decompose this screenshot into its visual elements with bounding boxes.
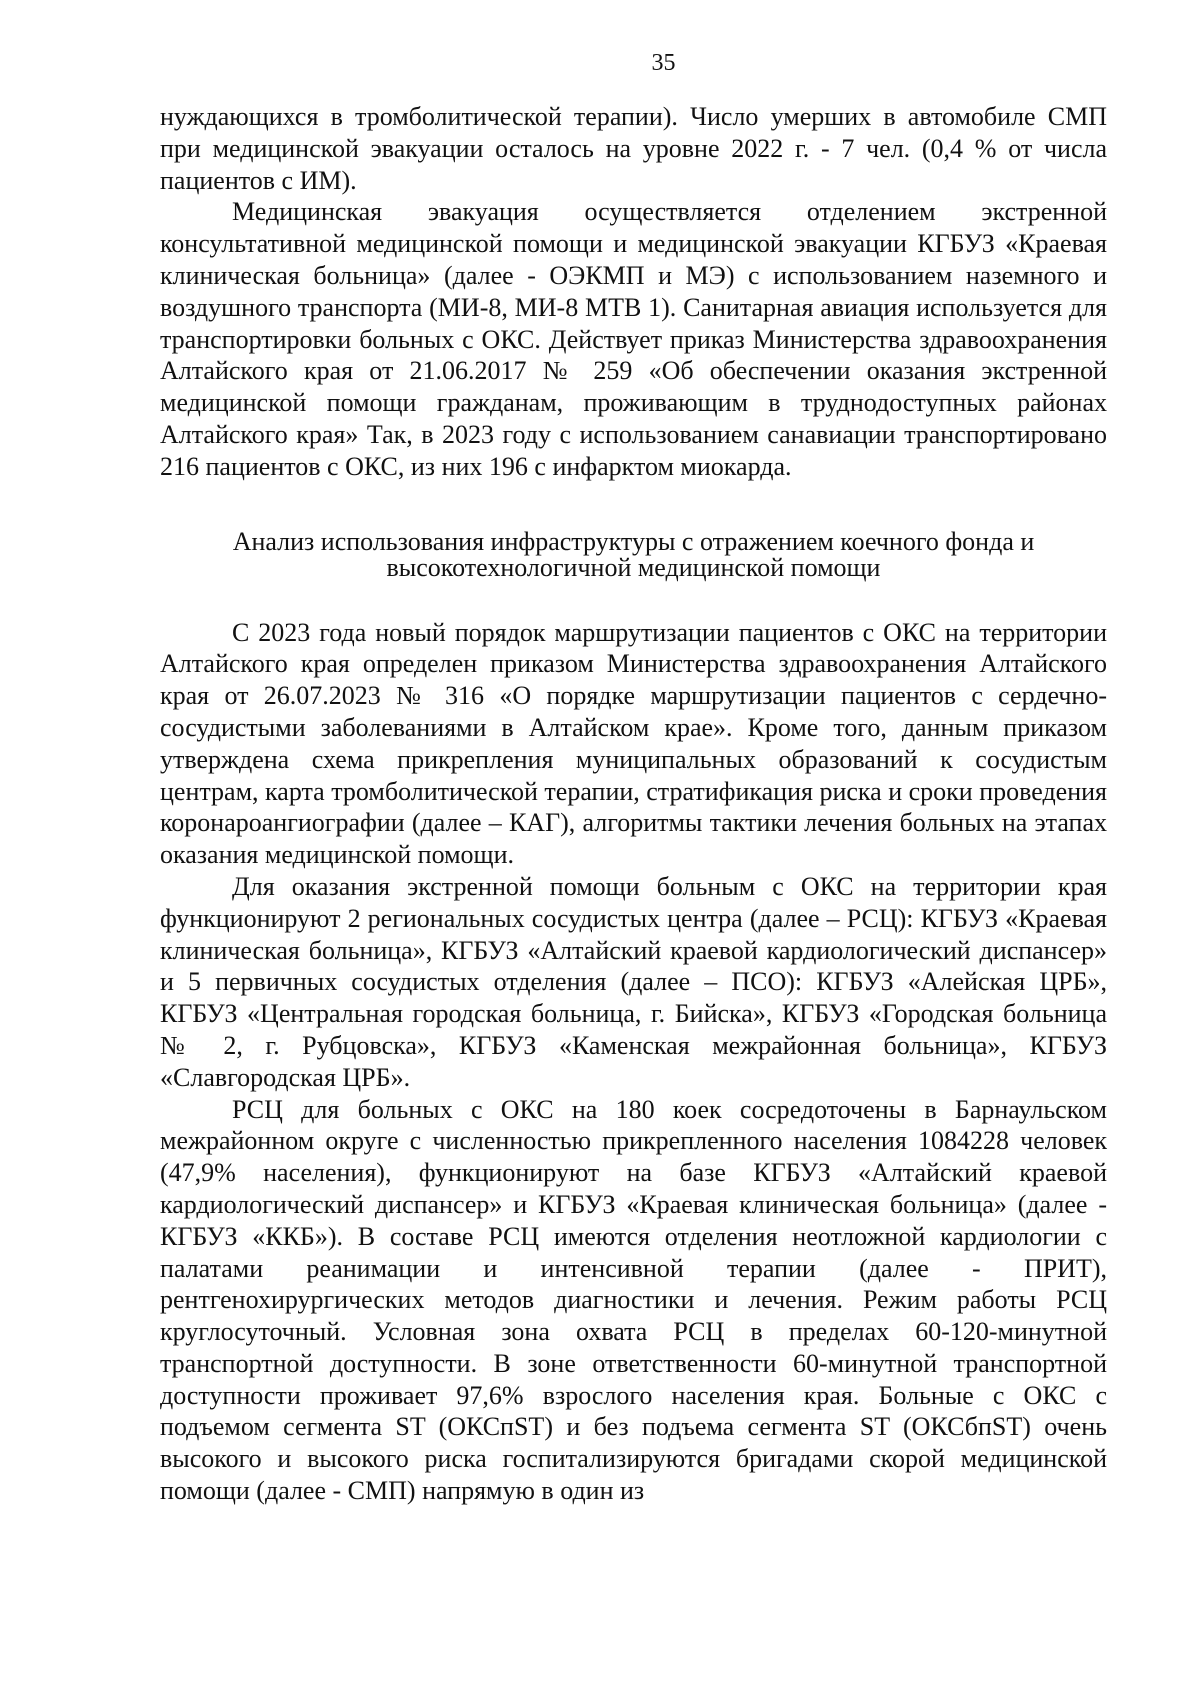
paragraph-rsc-capacity: РСЦ для больных с ОКС на 180 коек сосредоточены в Барнаульском межрайонном округе с численностью прикрепленного населения 1084228 человек (47,9% населения), функционируют на базе КГБУЗ «Алтайский краевой кардиологический диспансер» и КГБУЗ «Краевая клиническая больница» (далее - КГБУЗ «ККБ»). В составе РСЦ имеются отделения неотложной кардиологии с палатами реанимации и интенсивной терапии (далее - ПРИТ), рентгенохирургических методов диагностики и лечения. Режим работы РСЦ круглосуточный. Условная зона охвата РСЦ в пределах 60-120-минутной транспортной доступности. В зоне ответственности 60-минутной транспортной доступности проживает 97,6% взрослого населения края. Больные с ОКС с подъемом сегмента ST (ОКСпST) и без подъема сегмента ST (ОКСбпST) очень высокого и высокого риска госпитализируются бригадами скорой медицинской помощи (далее - СМП) напрямую в один из xyxy=(160,1094,1107,1506)
section-heading xyxy=(160,526,1107,582)
paragraph-vascular-centers: Для оказания экстренной помощи больным с ОКС на территории края функционируют 2 региональных сосудистых центра (далее – РСЦ): КГБУЗ «Краевая клиническая больница», КГБУЗ «Алтайский краевой кардиологический диспансер» и 5 первичных сосудистых отделения (далее – ПСО): КГБУЗ «Алейская ЦРБ», КГБУЗ «Центральная городская больница, г. Бийска», КГБУЗ «Городская больница № 2, г. Рубцовска», КГБУЗ «Каменская межрайонная больница», КГБУЗ «Славгородская ЦРБ». xyxy=(160,871,1107,1092)
paragraph-continuation: нуждающихся в тромболитической терапии). Число умерших в автомобиле СМП при медицинской эвакуации осталось на уровне 2022 г. - 7 чел. (0,4 % от числа пациентов с ИМ). xyxy=(160,102,1107,195)
paragraph-routing-order: С 2023 года новый порядок маршрутизации пациентов с ОКС на территории Алтайского края определен приказом Министерства здравоохранения Алтайского края от 26.07.2023 № 316 «О порядке маршрутизации пациентов с сердечно-сосудистыми заболеваниями в Алтайском крае». Кроме того, данным приказом утверждена схема прикрепления муниципальных образований к сосудистым центрам, карта тромболитической терапии, стратификация риска и сроки проведения коронароангиографии (далее – КАГ), алгоритмы тактики лечения больных на этапах оказания медицинской помощи. xyxy=(160,617,1107,870)
section-heading-line-2: высокотехнологичной медицинской помощи xyxy=(386,552,881,582)
page-number: 35 xyxy=(651,50,676,76)
paragraph-medical-evacuation: Медицинская эвакуация осуществляется отделением экстренной консультативной медицинской помощи и медицинской эвакуации КГБУЗ «Краевая клиническая больница» (далее - ОЭКМП и МЭ) с использованием наземного и воздушного транспорта (МИ-8, МИ-8 МТВ 1). Санитарная авиация используется для транспортировки больных с ОКС. Действует приказ Министерства здравоохранения Алтайского края от 21.06.2017 № 259 «Об обеспечении оказания экстренной медицинской помощи гражданам, проживающим в труднодоступных районах Алтайского края» Так, в 2023 году с использованием санавиации транспортировано 216 пациентов с ОКС, из них 196 с инфарктом миокарда. xyxy=(160,197,1107,481)
section-heading-line-1: Анализ использования инфраструктуры с отражением коечного фонда и xyxy=(232,526,1035,556)
